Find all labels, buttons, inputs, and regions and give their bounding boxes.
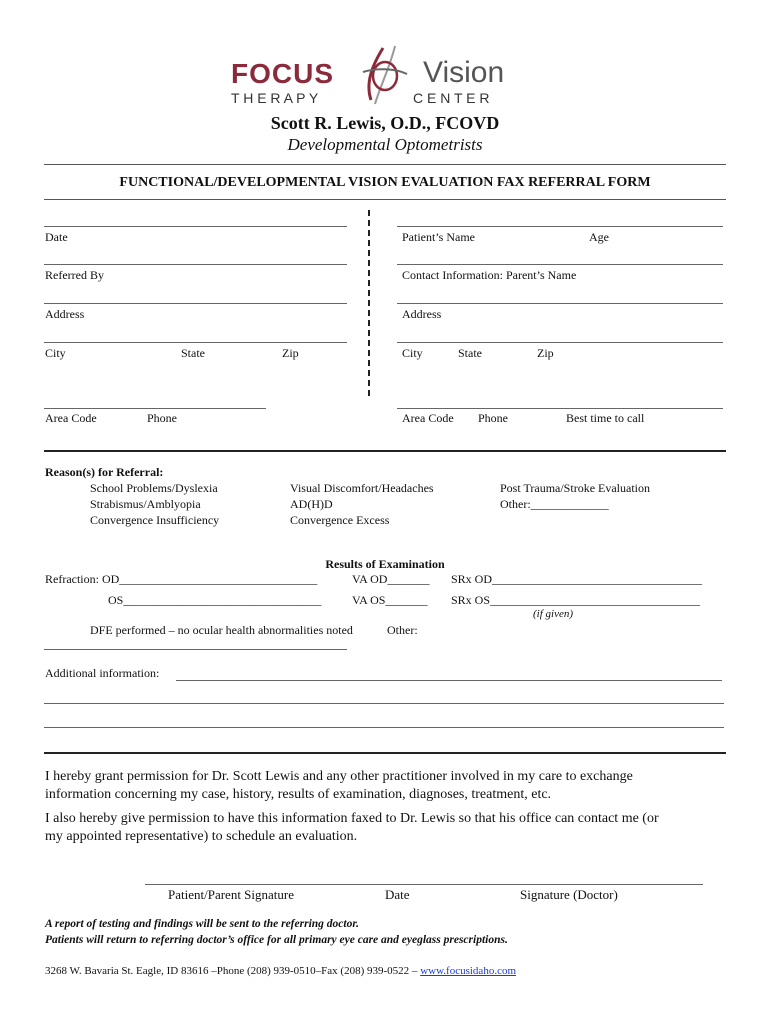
- va-od-field[interactable]: VA OD_______: [352, 572, 430, 586]
- form-title: FUNCTIONAL/DEVELOPMENTAL VISION EVALUATION FAX REFERRAL FORM: [119, 175, 651, 190]
- address-label: Address: [45, 307, 85, 321]
- consent-1-line-1: I hereby grant permission for Dr. Scott Lewis and any other practitioner involved in my care to exchange: [45, 769, 633, 784]
- patient-name-line[interactable]: [397, 226, 723, 227]
- section-rule-1: [44, 450, 726, 452]
- header-rule-bottom: [44, 199, 726, 200]
- consent-2-line-1: I also hereby give permission to have this information faxed to Dr. Lewis so that his office can contact me (or: [45, 811, 659, 826]
- zip-label: Zip: [282, 346, 299, 360]
- logo: [225, 42, 545, 108]
- consent-2-line-2: my appointed representative) to schedule an evaluation.: [45, 829, 358, 844]
- age-label: Age: [589, 230, 609, 244]
- reason-school-problems[interactable]: School Problems/Dyslexia: [90, 481, 218, 495]
- section-rule-2: [44, 752, 726, 754]
- reason-strabismus[interactable]: Strabismus/Amblyopia: [90, 497, 201, 511]
- subtitle: Developmental Optometrists: [287, 135, 483, 154]
- report-note: A report of testing and findings will be sent to the referring doctor.: [45, 918, 360, 930]
- logo-focus-text: FOCUS: [231, 58, 334, 89]
- footer-address: 3268 W. Bavaria St. Eagle, ID 83616 –Phone (208) 939-0510–Fax (208) 939-0522 –: [45, 965, 421, 977]
- additional-info-line-2[interactable]: [44, 703, 724, 704]
- reasons-heading: Reason(s) for Referral:: [45, 465, 164, 479]
- srx-os-field[interactable]: SRx OS___________________________________: [451, 593, 701, 607]
- logo-therapy-text: T H E R A P Y: [231, 90, 319, 106]
- column-divider: [368, 210, 370, 396]
- contact-line[interactable]: [397, 264, 723, 265]
- if-given-note: (if given): [533, 608, 574, 620]
- right-city-line[interactable]: [397, 342, 723, 343]
- additional-info-label: Additional information:: [45, 666, 160, 680]
- right-address-label: Address: [402, 307, 442, 321]
- reason-convergence-insufficiency[interactable]: Convergence Insufficiency: [90, 513, 220, 527]
- logo-center-text: C E N T E R: [413, 90, 490, 106]
- consent-1-line-2: information concerning my case, history, results of examination, diagnoses, treatment, etc.: [45, 787, 552, 802]
- patients-note: Patients will return to referring doctor’s office for all primary eye care and eyeglass prescriptions.: [45, 934, 508, 946]
- address-line[interactable]: [44, 303, 347, 304]
- refraction-od-field[interactable]: Refraction: OD_________________________________: [45, 572, 318, 586]
- right-city-label: City: [402, 346, 423, 360]
- srx-od-field[interactable]: SRx OD___________________________________: [451, 572, 703, 586]
- right-area-code-label: Area Code: [402, 411, 454, 425]
- referred-by-label: Referred By: [45, 268, 104, 282]
- exam-other-label[interactable]: Other:: [387, 623, 418, 637]
- doctor-name: Scott R. Lewis, O.D., FCOVD: [270, 113, 500, 133]
- city-label: City: [45, 346, 66, 360]
- right-address-line[interactable]: [397, 303, 723, 304]
- right-phone-label: Phone: [478, 411, 508, 425]
- os-field[interactable]: OS_________________________________: [108, 593, 322, 607]
- reason-adhd[interactable]: AD(H)D: [290, 497, 333, 511]
- best-time-label: Best time to call: [566, 411, 645, 425]
- signature-line[interactable]: [145, 884, 703, 885]
- reason-convergence-excess[interactable]: Convergence Excess: [290, 513, 390, 527]
- website-link[interactable]: www.focusidaho.com: [420, 965, 517, 977]
- dfe-checkbox-label[interactable]: DFE performed – no ocular health abnormalities noted: [90, 623, 353, 637]
- phone-line[interactable]: [44, 408, 266, 409]
- exam-heading: Results of Examination: [325, 557, 445, 571]
- date-line[interactable]: [44, 226, 347, 227]
- logo-vision-text: Vision: [423, 56, 505, 89]
- signature-date-label: Date: [385, 887, 410, 902]
- reason-visual-discomfort[interactable]: Visual Discomfort/Headaches: [290, 481, 434, 495]
- state-label: State: [181, 346, 205, 360]
- additional-info-line-1[interactable]: [176, 680, 722, 681]
- header-rule-top: [44, 164, 726, 165]
- patient-name-label: Patient’s Name: [402, 230, 475, 244]
- city-line[interactable]: [44, 342, 347, 343]
- dfe-line[interactable]: [44, 649, 347, 650]
- doctor-signature-label: Signature (Doctor): [520, 887, 618, 902]
- va-os-field[interactable]: VA OS_______: [352, 593, 428, 607]
- right-zip-label: Zip: [537, 346, 554, 360]
- additional-info-line-3[interactable]: [44, 727, 724, 728]
- referred-by-line[interactable]: [44, 264, 347, 265]
- reason-other[interactable]: Other:_____________: [500, 497, 609, 511]
- phone-label: Phone: [147, 411, 177, 425]
- date-label: Date: [45, 230, 68, 244]
- contact-label: Contact Information: Parent’s Name: [402, 268, 577, 282]
- patient-signature-label: Patient/Parent Signature: [168, 887, 295, 902]
- right-phone-line[interactable]: [397, 408, 723, 409]
- reason-post-trauma[interactable]: Post Trauma/Stroke Evaluation: [500, 481, 650, 495]
- footer: [45, 965, 516, 977]
- area-code-label: Area Code: [45, 411, 97, 425]
- right-state-label: State: [458, 346, 482, 360]
